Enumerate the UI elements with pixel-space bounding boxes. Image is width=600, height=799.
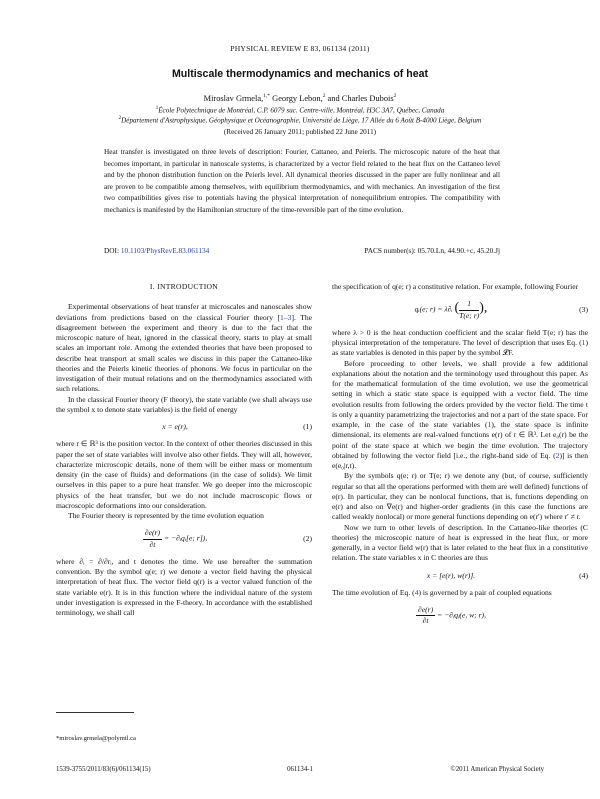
equation-body: x = e(r),	[162, 422, 188, 431]
footnote: *miroslav.grmela@polymtl.ca	[56, 735, 136, 742]
paragraph: In the classical Fourier theory (F theory), the state variable (we shall always use the symbol x to denote state variables) is the field of energy	[56, 394, 312, 414]
affiliation-text: École Polytechnique de Montréal, C.P. 6079 suc. Centre-ville, Montréal, H3C 3A7, Québec, Canada	[158, 106, 445, 115]
author-superscript: 2	[322, 93, 326, 99]
affiliation-text: Département d'Astrophysique, Géophysique et Océanographie, Université de Liège, 17 Allée du 6 Août B-4000 Liège, Belgium	[121, 116, 482, 125]
fraction	[416, 605, 435, 627]
doi-link[interactable]: 10.1103/PhysRevE.83.061134	[120, 246, 210, 255]
text: ) is governed by a pair of coupled equations	[418, 587, 552, 597]
doi-label: DOI:	[104, 246, 119, 255]
paragraph	[332, 588, 588, 598]
left-column	[56, 282, 312, 618]
denominator: ∂t	[149, 539, 156, 549]
equation-body	[56, 528, 294, 550]
text: )] is then e(e₀|r,t).	[332, 450, 588, 470]
author-name: Miroslav Grmela,	[203, 93, 264, 103]
paragraph: Now we turn to other levels of description. In the Cattaneo-like theories (C theories) the microscopic nature of heat is expressed in the heat flux, or more generally, in a vector field w(r) that is later related to the heat flux in a constitutive relation. The state variables x in C theories are thus	[332, 522, 588, 563]
equation-body	[332, 605, 570, 627]
doi-line	[104, 246, 209, 255]
text: Experimental observations of heat transfer at microscales and nanoscales show deviations from predictions based on the classical Fourier theory [	[56, 302, 312, 322]
paragraph: where ∂ᵢ = ∂/∂rᵢ, and t denotes the time. We use hereafter the summation convention. By the symbol q(e; r) we denote a vector field having the physical interpretation of heat flux. The vector field q(r) is a vector valued function of the state variable e(r). It is in this function where the individual nature of the system under investigation is expressed in the F-theory. In accordance with the established terminology, we shall call	[56, 556, 312, 617]
author-name: Georgy Lebon,	[272, 93, 323, 103]
equation-4	[332, 571, 588, 581]
abstract: Heat transfer is investigated on three levels of description: Fourier, Cattaneo, and Peierls. The microscopic nature of the heat that becomes important, in particular in nanoscale systems, is characterized by a vector field related to the heat flux on the Cattaneo level and by the phonon distribution function on the Peierls level. All dynamical theories discussed in the paper are fully nonlinear and all are proven to be compatible among themselves, with equilibrium thermodynamics, and with mechanics. An investigation of the first two compatibilities gives rise to potentials having the physical interpretation of nonequilibrium entropies. The compatibility with mechanics is manifested by the Hamiltonian structure of the time-reversible part of the time evolution.	[104, 147, 500, 214]
paragraph: The Fourier theory is represented by the time evolution equation	[68, 511, 264, 520]
equation-5	[332, 605, 588, 627]
affiliation-1	[0, 106, 600, 114]
footer-issn: 1539-3755/2011/83(6)/061134(15)	[56, 766, 151, 773]
equation-reference-link[interactable]: 4	[414, 587, 419, 597]
author-list	[0, 93, 600, 103]
paragraph	[332, 359, 588, 472]
equation-lhs: qᵢ(e; r) = λ∂ᵢ	[414, 304, 453, 314]
fraction	[459, 299, 479, 321]
equation-rhs: = −∂ᵢqᵢ[e; r]),	[163, 533, 208, 543]
text: ]. The disagreement between the experiment and theory is due to the fact that the microscopic nature of heat, ignored in the classical theory, starts to play at small scales an important role. Among the extended theories that have been proposed to describe heat transport at small scales we discuss in this paper the Cattaneo-like theories and the Peierls kinetic theories of phonons. We focus in particular on the investigation of their mutual relations and on the thermodynamics associated with such relations.	[56, 312, 312, 394]
author-superscript: 1,*	[263, 93, 271, 99]
affiliation-mark: 2	[118, 116, 122, 121]
footnote-rule	[56, 712, 134, 713]
paragraph: where r ∈ ℝ³ is the position vector. In the context of other theories discussed in this paper the set of state variables will involve also other fields. They will all, however, characterize microscopic details, none of them will be either mass or momentum density (in the case of fluids) and deformations (in the case of solids). We limit ourselves in this paper to a pure heat transfer. We go deeper into the microscopic physics of the heat transfer, but we do not include macroscopic flows or macroscopic deformations into our consideration.	[56, 439, 312, 510]
equation-rhs: = −∂ⱼqⱼ(e, w; r),	[437, 610, 486, 620]
text: ), the state space is infinite dimensional, its elements are real-valued functions e(r) of r ∈ ℝ³. Let e₀(r) be the point of the state space at which we begin the time evolution. The trajectory obtained by following the vector field [i.e., the right-hand side of Eq. (	[332, 420, 588, 460]
affiliation-mark: 1	[155, 106, 159, 111]
paragraph	[56, 302, 312, 394]
text: Before proceeding to other levels, we shall provide a few additional explanations about the notation and the terminology used throughout this paper. As for the mathematical formulation of the time evolution, we use the geometrical setting in which a static state space is equipped with a vector field. The time evolution results from following the orders provided by the vector field. The time t is only a quantity parametrizing the trajectories and not a part of the state space. For example, in the case of the state variables (	[332, 358, 588, 429]
author-name: and Charles Dubois	[327, 93, 394, 103]
equation-number: (4)	[579, 570, 588, 580]
equation-reference-link[interactable]: 1	[487, 420, 492, 429]
text: where λ > 0 is the heat conduction coefficient and the scalar field T(e; r) has the physical interpretation of the temperature. The level of description that uses Eq. (	[332, 327, 588, 347]
equation-number: (2)	[303, 533, 312, 543]
equation-1	[56, 422, 312, 432]
fraction	[143, 528, 162, 550]
equation-reference-link[interactable]: 2	[555, 450, 560, 460]
author-superscript: 2	[393, 93, 397, 99]
denominator: T(e; r)	[459, 310, 480, 320]
equation-reference-link[interactable]: 1	[581, 338, 586, 347]
pacs-numbers: PACS number(s): 05.70.Ln, 44.90.+c, 45.20.Jj	[364, 246, 500, 255]
equation-body: qᵢ(e; r) = λ∂ᵢ ( $\frac{1}{T(e; r)}$ ),	[414, 299, 488, 320]
paragraph: By the symbols q(e; r) or T(e; r) we denote any (but, of course, sufficiently regular so that all the operations performed with them are well defined) functions of e(r). In particular, they can be nonlocal functions, that is, functions depending on e(r) and also on ∇e(r) and higher-order gradients (in this case the functions are called weakly nonlocal) or more general functions depending on e(r′) where r′ ≠ r.	[332, 471, 588, 522]
paragraph	[332, 328, 588, 359]
section-heading: I. INTRODUCTION	[149, 282, 219, 291]
equation-number: (1)	[303, 422, 312, 431]
footer-page-number: 061134-1	[287, 766, 313, 773]
denominator: ∂t	[422, 616, 429, 626]
numerator: ∂e(r)	[416, 605, 435, 616]
equation-2	[56, 528, 312, 550]
text: The time evolution of Eq. (	[332, 587, 415, 597]
equation-body: x = [e(r), w(r)].	[426, 570, 476, 580]
citation-link[interactable]: 1–3	[280, 312, 292, 322]
footer-copyright: ©2011 American Physical Society	[450, 766, 544, 773]
right-column	[332, 282, 588, 634]
journal-header: PHYSICAL REVIEW E 83, 061134 (2011)	[230, 44, 370, 53]
equation-3	[332, 299, 588, 321]
numerator: 1	[459, 299, 479, 310]
numerator: ∂e(r)	[143, 528, 162, 539]
received-date: (Received 26 January 2011; published 22 June 2011)	[223, 128, 377, 136]
affiliation-2	[0, 116, 600, 124]
text: ) as state variables is denoted in this paper by the symbol 𝓛F.	[332, 338, 588, 358]
equation-number: (3)	[579, 304, 588, 314]
paper-title: Multiscale thermodynamics and mechanics of heat	[171, 68, 429, 80]
paragraph: the specification of q(e; r) a constitutive relation. For example, following Fourier	[332, 282, 579, 291]
